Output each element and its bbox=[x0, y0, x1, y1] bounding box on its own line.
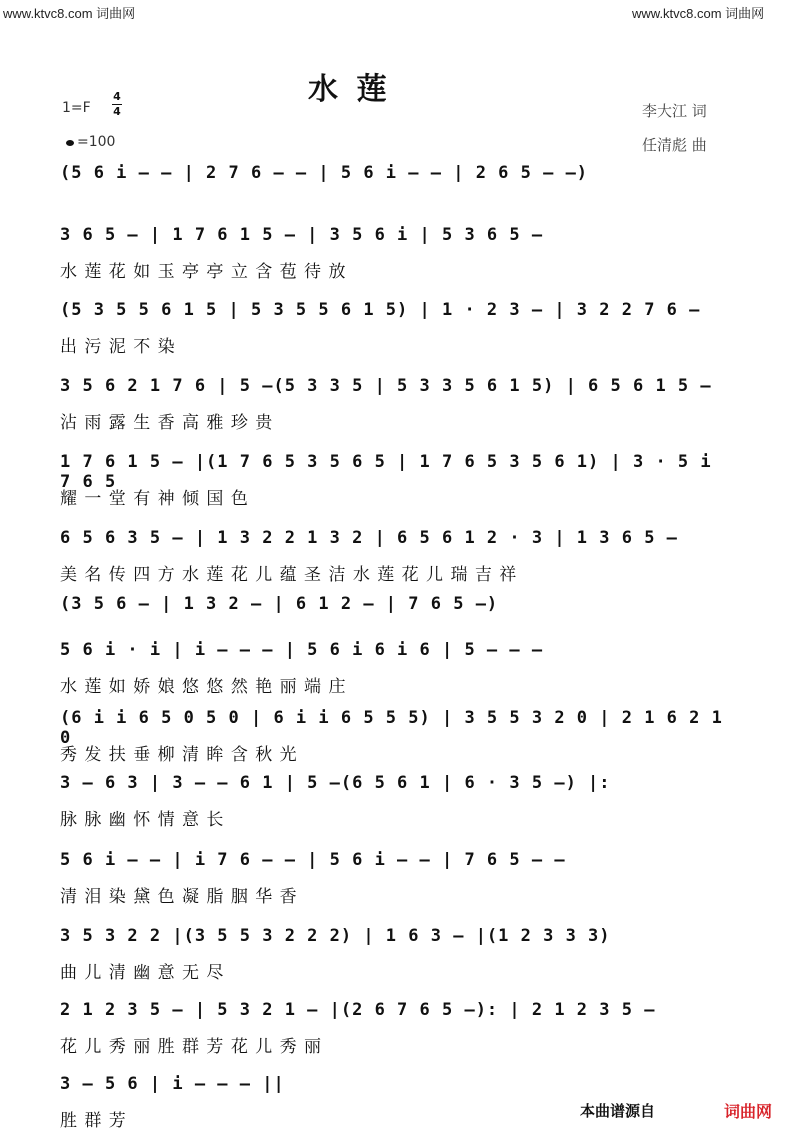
lyric-line: 沾 雨 露 生 香 高 雅 珍 贵 bbox=[60, 413, 274, 433]
lyric-line: 胜 群 芳 bbox=[60, 1111, 127, 1131]
lyricist-credit: 李大江 词 bbox=[642, 102, 707, 120]
tempo-value: =100 bbox=[77, 134, 116, 150]
notation-line: 2 1 2 3 5 – | 5 3 2 1 – |(2 6 7 6 5 –): | 2 1 2 3 5 – bbox=[60, 1000, 656, 1020]
key-label: 1=F bbox=[62, 100, 91, 116]
notation-line: 3 5 3 2 2 |(3 5 5 3 2 2 2) | 1 6 3 – |(1 2 3 3 3) bbox=[60, 926, 611, 946]
score-row-13 bbox=[60, 1000, 732, 1070]
score-row-5 bbox=[60, 452, 732, 522]
source-note: 本曲谱源自 bbox=[580, 1102, 656, 1120]
notation-line: 6 5 6 3 5 – | 1 3 2 2 1 3 2 | 6 5 6 1 2 · 3 | 1 3 6 5 – bbox=[60, 528, 678, 548]
score-row-8 bbox=[60, 640, 732, 710]
score-row-1 bbox=[60, 163, 732, 233]
lyric-line: 花 儿 秀 丽 胜 群 芳 花 儿 秀 丽 bbox=[60, 1037, 323, 1057]
score-row-10 bbox=[60, 773, 732, 843]
lyric-line: 清 泪 染 黛 色 凝 脂 胭 华 香 bbox=[60, 887, 298, 907]
song-title: 水 莲 bbox=[308, 72, 391, 107]
time-sig-top: 4 bbox=[113, 90, 121, 103]
score-row-9 bbox=[60, 708, 732, 778]
notation-line: 5 6 i · i | i – – – | 5 6 i 6 i 6 | 5 – – – bbox=[60, 640, 544, 660]
lyric-line: 曲 儿 清 幽 意 无 尽 bbox=[60, 963, 225, 983]
notation-line: 1 7 6 1 5 – |(1 7 6 5 3 5 6 5 | 1 7 6 5 3 5 6 1) | 3 · 5 i 7 6 5 bbox=[60, 452, 712, 492]
score-row-11 bbox=[60, 850, 732, 920]
notation-line: 5 6 i – – | i 7 6 – – | 5 6 i – – | 7 6 5 – – bbox=[60, 850, 566, 870]
key-signature bbox=[62, 100, 91, 116]
lyric-line: 出 污 泥 不 染 bbox=[60, 337, 176, 357]
lyric-line: 美 名 传 四 方 水 莲 花 儿 蕴 圣 洁 水 莲 花 儿 瑞 吉 祥 bbox=[60, 565, 518, 585]
lyric-line: 水 莲 花 如 玉 亭 亭 立 含 苞 待 放 bbox=[60, 262, 347, 282]
notation-line: 3 – 5 6 | i – – – || bbox=[60, 1074, 285, 1094]
notation-line: 3 6 5 – | 1 7 6 1 5 – | 3 5 6 i | 5 3 6 5 – bbox=[60, 225, 544, 245]
watermark-right: www.ktvc8.com 词曲网 bbox=[632, 6, 765, 21]
quarter-note-icon bbox=[66, 140, 74, 146]
lyric-line: 水 莲 如 娇 娘 悠 悠 然 艳 丽 端 庄 bbox=[60, 677, 347, 697]
score-row-4 bbox=[60, 376, 732, 446]
score-row-6 bbox=[60, 528, 732, 598]
composer-credit: 任清彪 曲 bbox=[642, 136, 707, 154]
score-row-3 bbox=[60, 300, 732, 370]
notation-line: (5 3 5 5 6 1 5 | 5 3 5 5 6 1 5) | 1 · 2 3 – | 3 2 2 7 6 – bbox=[60, 300, 701, 320]
notation-line: 3 5 6 2 1 7 6 | 5 –(5 3 3 5 | 5 3 3 5 6 1 5) | 6 5 6 1 5 – bbox=[60, 376, 712, 396]
lyric-line: 脉 脉 幽 怀 情 意 长 bbox=[60, 810, 225, 830]
notation-line: (3 5 6 – | 1 3 2 – | 6 1 2 – | 7 6 5 –) bbox=[60, 594, 499, 614]
lyric-line: 耀 一 堂 有 神 倾 国 色 bbox=[60, 489, 249, 509]
time-sig-bottom: 4 bbox=[113, 105, 121, 118]
watermark-left: www.ktvc8.com 词曲网 bbox=[3, 6, 136, 21]
notation-line: (5 6 i – – | 2 7 6 – – | 5 6 i – – | 2 6 5 – –) bbox=[60, 163, 589, 183]
site-logo: 词曲网 bbox=[724, 1102, 773, 1121]
notation-line: (6 i i 6 5 0 5 0 | 6 i i 6 5 5 5) | 3 5 5 3 2 0 | 2 1 6 2 1 0 bbox=[60, 708, 723, 748]
score-row-12 bbox=[60, 926, 732, 996]
time-signature bbox=[112, 90, 122, 119]
notation-line: 3 – 6 3 | 3 – – 6 1 | 5 –(6 5 6 1 | 6 · 3 5 –) |: bbox=[60, 773, 611, 793]
tempo-marking bbox=[66, 134, 115, 150]
lyric-line: 秀 发 扶 垂 柳 清 眸 含 秋 光 bbox=[60, 745, 298, 765]
score-row-2 bbox=[60, 225, 732, 295]
